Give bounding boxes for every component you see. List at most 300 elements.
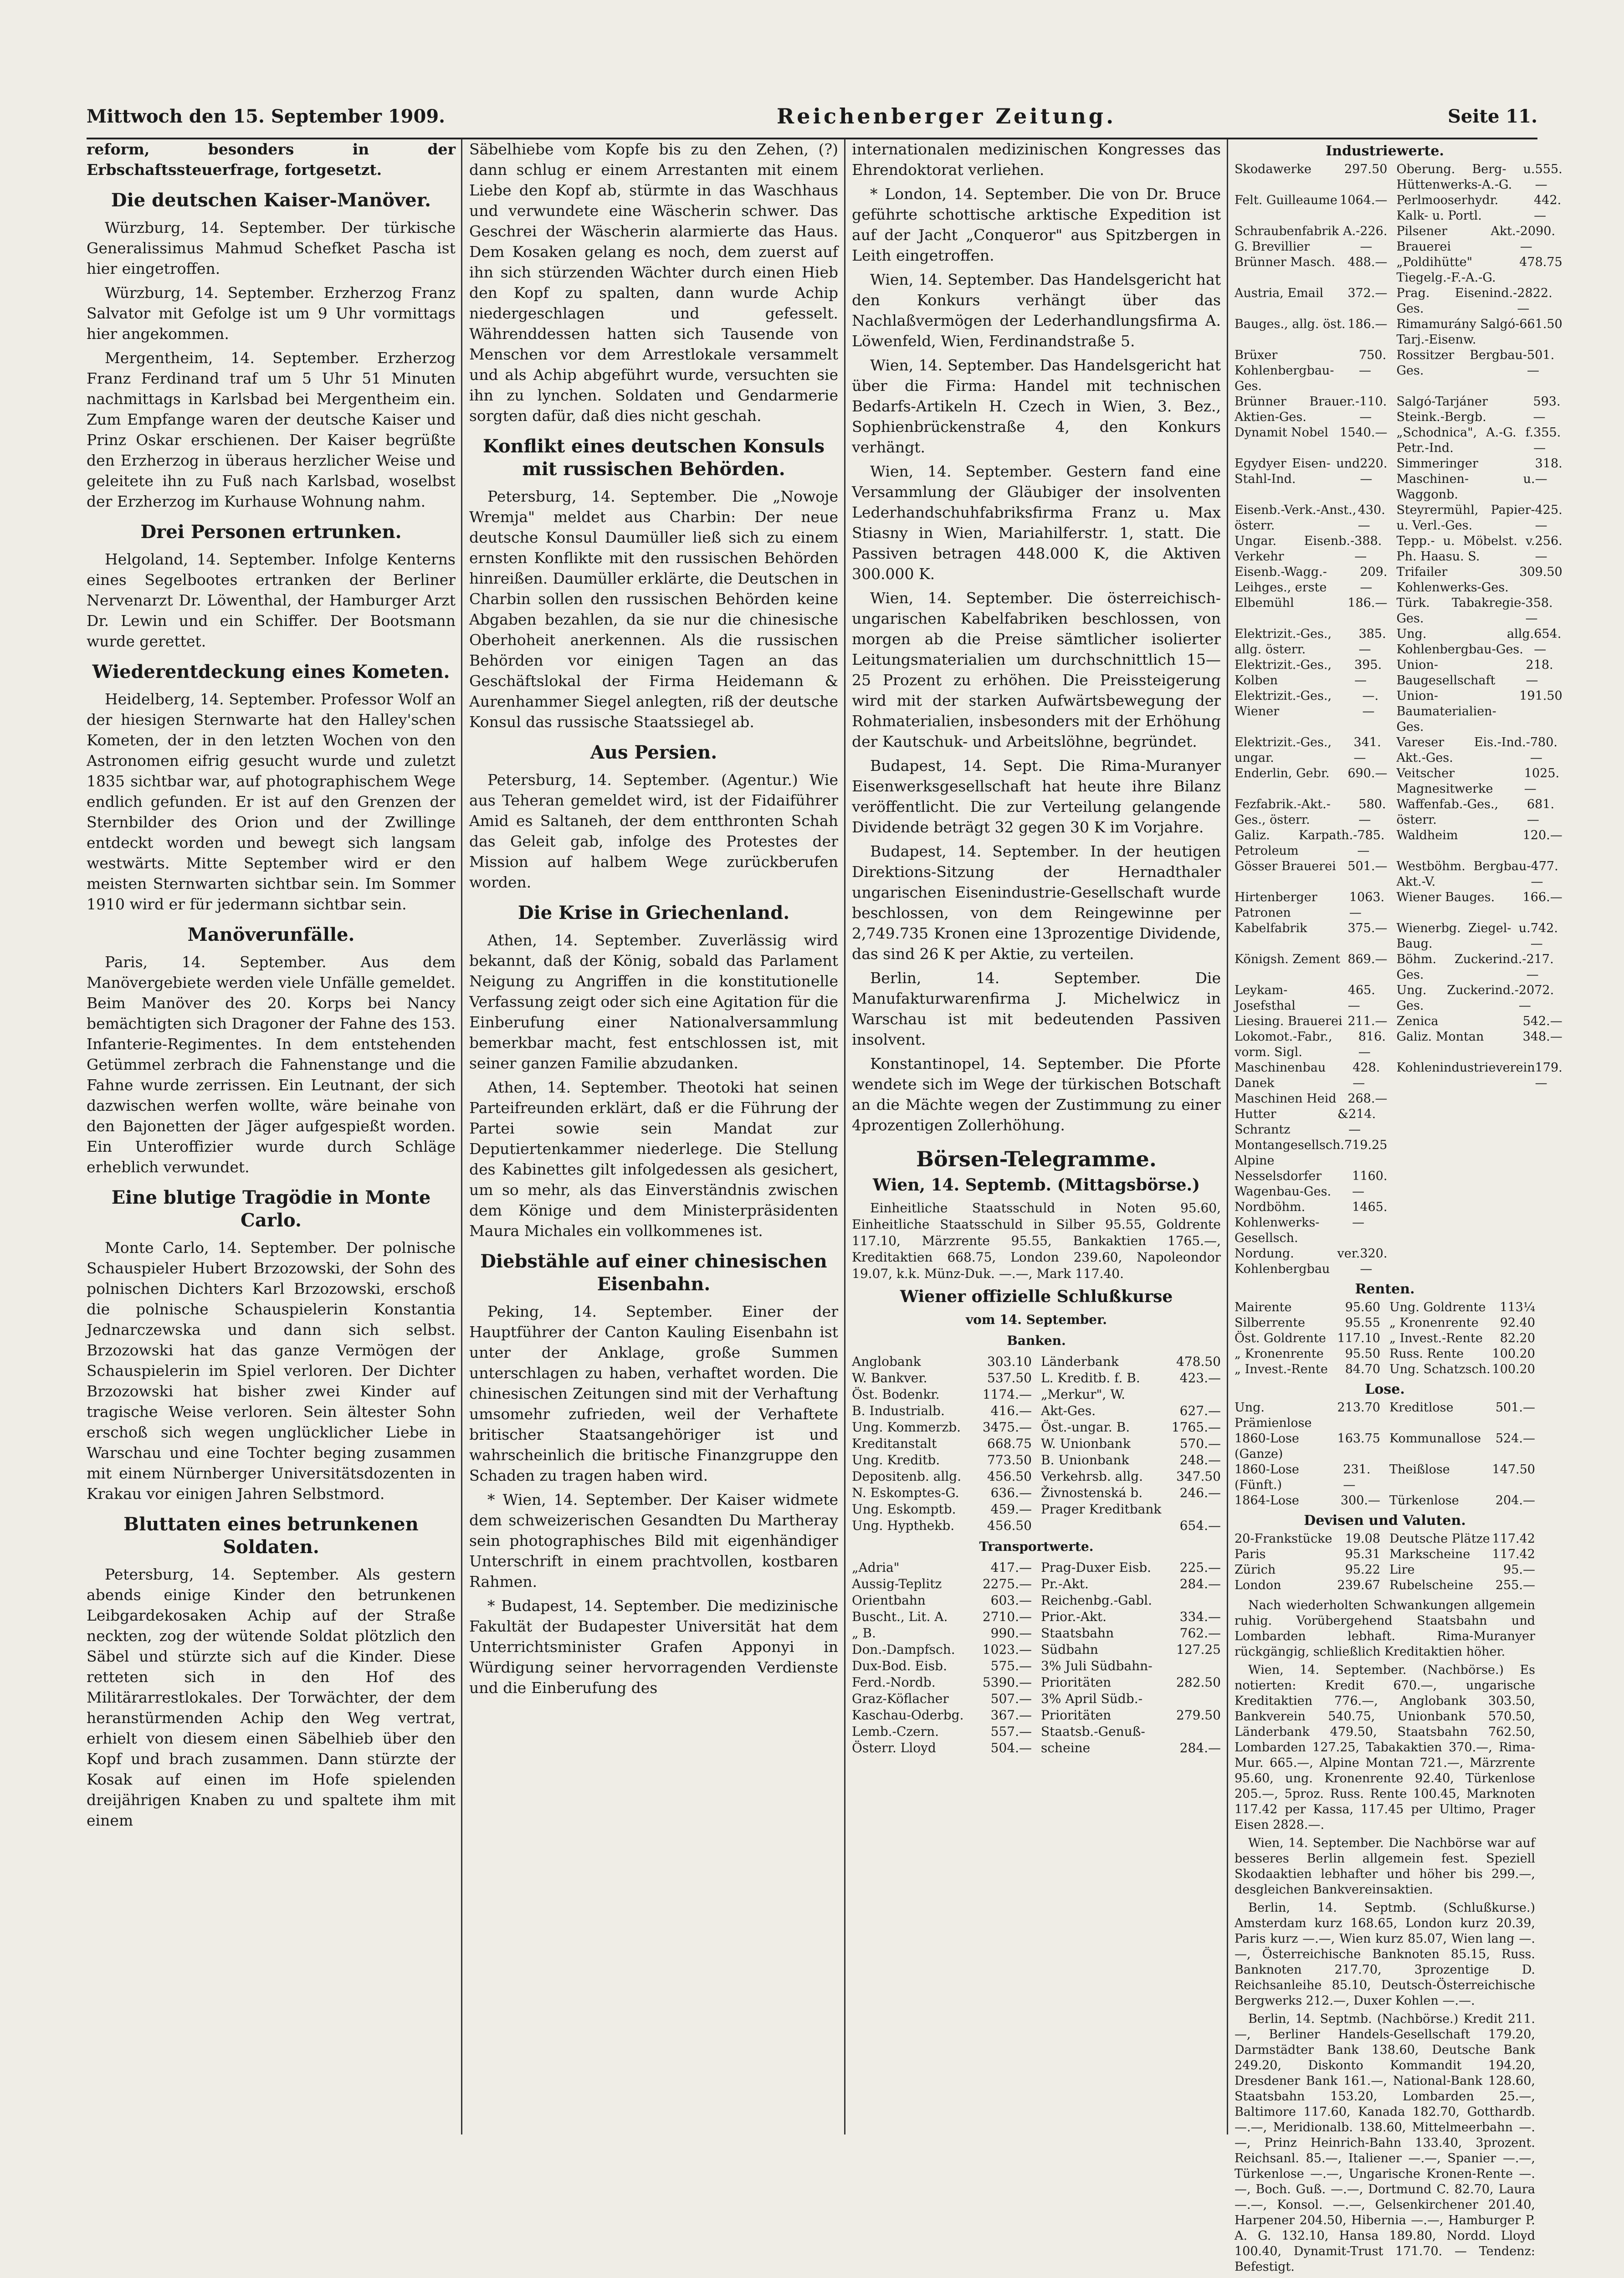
quote-name: Hutter & Schrantz	[1235, 1107, 1349, 1137]
quote-name: Böhm. Zuckerind.-Ges.	[1396, 952, 1527, 982]
quote-value: 388.—	[1354, 534, 1382, 564]
quote-name: „ Invest.-Rente	[1389, 1331, 1483, 1345]
quote-value: 1023.—	[982, 1642, 1032, 1657]
quote-name: W. Unionbank	[1041, 1436, 1131, 1451]
quote-value: 537.50	[987, 1370, 1032, 1385]
article-paragraph: Berlin, 14. September. Die Manufakturwarenfirma J. Michelwicz in Warschau ist mit bedeutenden Passiven insolvent.	[852, 969, 1221, 1048]
quote-entry	[1235, 983, 1387, 1014]
quote-value: 347.50	[1176, 1469, 1221, 1484]
quote-name: Fezfabrik.-Akt.-Ges., österr.	[1235, 797, 1331, 827]
quote-name: Maschinenbau Danek	[1235, 1061, 1326, 1090]
quote-entry	[1235, 921, 1387, 952]
quote-entry	[1041, 1674, 1221, 1691]
quote-name: Prioritäten	[1041, 1708, 1112, 1723]
quote-value: 166.—	[1522, 890, 1563, 904]
quote-value: 95.22	[1345, 1563, 1380, 1577]
official-rates-date: vom 14. September.	[965, 1312, 1107, 1327]
quote-name: Südbahn	[1041, 1642, 1098, 1657]
quote-name: Egydyer Eisen- und Stahl-Ind.	[1235, 457, 1360, 486]
quote-name: Bauges., allg. öst.	[1235, 317, 1346, 331]
quote-name: Mairente	[1235, 1300, 1292, 1314]
article-paragraph: * Budapest, 14. September. Die medizinische Fakultät der Budapester Universität hat dem Unterrichtsminister Grafen Apponyi in Würdigung seiner hervorragenden Verdienste und die Einberufung des	[469, 1597, 838, 1697]
quote-value: 358.—	[1525, 596, 1553, 626]
quote-value: 442.—	[1534, 193, 1562, 223]
quote-entry	[852, 1674, 1032, 1691]
quote-entry	[1396, 255, 1562, 286]
quote-entry	[1396, 1246, 1562, 1277]
quote-name: Länderbank	[1041, 1354, 1119, 1369]
article-paragraph: Heidelberg, 14. September. Professor Wolf an der hiesigen Sternwarte hat den Halley'schen Kometen, der in den letzten Wochen von den Astronomen eifrig gesucht wurde und zuletzt 1835 sichtbar war, auf photographischem Wege endlich gefunden. Er ist auf den Grenzen der Sternbilder des Orion und der Zwillinge entdeckt worden und bewegt sich langsam westwärts. Mitte September wird er den meisten Sternwarten sichtbar sein. Im Sommer 1910 wird er für jedermann sichtbar sein.	[87, 690, 456, 913]
quote-value: 95.55	[1345, 1316, 1380, 1330]
quote-name: Lire	[1389, 1563, 1415, 1577]
quote-value: 501.—	[1495, 1401, 1535, 1415]
quote-value: 84.70	[1345, 1362, 1380, 1376]
quote-entry	[852, 1707, 1032, 1724]
quote-name: Elektrizit.-Ges., ungar.	[1235, 735, 1332, 765]
headline: Manöverunfälle.	[187, 924, 355, 945]
quote-value: 2822.—	[1517, 286, 1552, 316]
quote-name: Perlmooserhydr. Kalk- u. Portl.	[1396, 193, 1499, 223]
quote-name: Maschinen Heid	[1235, 1092, 1337, 1106]
quote-name: Salgó-Tarjáner Steink.-Bergb.	[1396, 395, 1488, 424]
quote-value: 2072.—	[1518, 983, 1554, 1013]
quote-name: Kommunallose	[1389, 1431, 1481, 1446]
table-title: Renten.	[1355, 1281, 1415, 1297]
quote-entry	[1041, 1707, 1221, 1724]
quote-entry	[1396, 317, 1562, 348]
quote-entry	[1041, 1592, 1221, 1609]
article-paragraph: internationalen medizinischen Kongresses das Ehrendoktorat verliehen.	[852, 140, 1221, 179]
article-paragraph: Wien, 14. September. Gestern fand eine Versammlung der Gläubiger der insolventen Lederhandschuhfabriksfirma Franz u. Max Stiasny in Wien, Mariahilferstr. 1, statt. Die Passiven betragen 448.000 K, die Aktiven 300.000 K.	[852, 462, 1221, 583]
quote-name: Anglobank	[852, 1354, 921, 1369]
quote-value: 268.—	[1347, 1092, 1388, 1106]
quote-name: Tepp.- u. Möbelst. v. Ph. Haasu. S.	[1396, 534, 1535, 564]
quote-value: 1540.—	[1340, 426, 1388, 440]
quote-entry	[1235, 1107, 1387, 1138]
quote-entry	[1389, 1315, 1535, 1331]
quote-name: Türk. Tabakregie-Ges.	[1396, 596, 1526, 626]
quote-entry	[1389, 1331, 1535, 1346]
quote-entry	[1041, 1609, 1221, 1625]
quote-name: Schraubenfabrik A.-G. Brevillier	[1235, 224, 1360, 254]
quote-value: 773.50	[987, 1452, 1032, 1467]
quote-value: 542.—	[1522, 1014, 1563, 1028]
quote-entry	[852, 1724, 1032, 1740]
quote-value: 1465.—	[1352, 1200, 1388, 1230]
quote-name: Rossitzer Bergbau-Ges.	[1396, 348, 1527, 378]
quote-entry	[1041, 1436, 1221, 1452]
quote-name: Steyrermühl, Papier- u. Verl.-Ges.	[1396, 503, 1535, 533]
quote-name: Simmeringer Maschinen- u. Waggonb.	[1396, 457, 1535, 502]
quote-value: 2275.—	[982, 1576, 1032, 1591]
quote-entry	[852, 1354, 1032, 1370]
quote-name: „ Kronenrente	[1389, 1316, 1479, 1330]
quote-entry	[1396, 952, 1562, 983]
quote-name: Paris	[1235, 1547, 1266, 1561]
quote-entry	[852, 1576, 1032, 1592]
quote-entry	[1235, 1331, 1380, 1346]
quote-name: Kaschau-Oderbg.	[852, 1708, 964, 1723]
quote-value: 575.—	[990, 1658, 1032, 1673]
quote-name: 3% Juli Südbahn-	[1041, 1658, 1153, 1673]
quote-entry	[1235, 1246, 1387, 1277]
quote-value: 2710.—	[982, 1609, 1032, 1624]
quote-value: 255.—	[1495, 1578, 1535, 1592]
quote-value: 465.—	[1347, 983, 1375, 1013]
quote-name: Kabelfabrik	[1235, 921, 1307, 935]
quote-name: Ung. allg. Kohlenbergbau-Ges.	[1396, 627, 1534, 657]
quote-value: 2090.—	[1520, 224, 1556, 254]
quote-value: 300.—	[1340, 1493, 1380, 1508]
article-paragraph: Würzburg, 14. September. Der türkische Generalissimus Mahmud Schefket Pascha ist hier eingetroffen.	[87, 219, 456, 277]
quote-value: 1064.—	[1340, 193, 1388, 207]
quote-value: 3475.—	[982, 1420, 1032, 1435]
quote-entry	[1396, 1091, 1562, 1107]
quote-name: Staatsb.-Genuß-	[1041, 1724, 1145, 1739]
quote-name: Königsh. Zement	[1235, 952, 1340, 966]
quote-value: 636.—	[990, 1485, 1032, 1500]
quote-name: Oberung. Berg- u. Hüttenwerks-A.-G.	[1396, 162, 1535, 192]
quote-entry	[1235, 1200, 1387, 1246]
quote-name: Silberrente	[1235, 1316, 1306, 1330]
quote-entry	[1235, 394, 1387, 425]
quote-entry	[1235, 224, 1387, 255]
quote-value: 318.—	[1535, 457, 1563, 486]
quote-value: 117.10	[1337, 1331, 1380, 1345]
quote-entry	[1389, 1578, 1535, 1593]
quote-entry	[852, 1403, 1032, 1419]
quote-entry	[1041, 1354, 1221, 1370]
quote-entry	[1235, 952, 1387, 983]
quote-value: 127.25	[1176, 1642, 1221, 1657]
quote-entry	[1235, 348, 1387, 394]
quote-entry	[1235, 1531, 1380, 1547]
quote-entry	[1041, 1501, 1221, 1518]
quote-value: 186.—	[1347, 596, 1388, 610]
quote-name: Trifailer Kohlenwerks-Ges.	[1396, 565, 1509, 595]
quote-name: Zenica	[1396, 1014, 1439, 1028]
quote-name: Ferd.-Nordb.	[852, 1675, 936, 1690]
lead-text: reform, besonders in der Erbschaftssteuerfrage, fortgesetzt.	[87, 140, 456, 179]
quote-value: 217.—	[1526, 952, 1554, 982]
quote-value: 284.—	[1179, 1740, 1221, 1755]
quote-entry	[1041, 1419, 1221, 1436]
quote-entry	[1396, 657, 1562, 688]
quote-entry	[1396, 890, 1562, 921]
quote-name: Österr. Lloyd	[852, 1740, 936, 1755]
market-paragraph: Berlin, 14. Septmb. (Schlußkurse.) Amsterdam kurz 168.65, London kurz 20.39, Paris kurz —.—, Wien kurz 85.07, Wien lang —.—, Österreichische Banknoten 85.15, Russ. Banknoten 217.70, 3prozentige D. Reichsanleihe 85.10, Deutsch-Österreichische Bergwerks 212.—, Duxer Kohlen —.—.	[1235, 1901, 1535, 2008]
column-2	[469, 139, 838, 2134]
market-paragraph: Wien, 14. September. (Nachbörse.) Es notierten: Kredit 670.—, ungarische Kreditaktien 776.—, Anglobank 303.50, Bankverein 540.75, Unionbank 570.50, Länderbank 479.50, Staatsbahn 762.50, Lombarden 127.25, Tabakaktien 370.—, Rima-Mur. 665.—, Alpine Montan 721.—, Märzrente 95.60, ung. Kronenrente 92.40, Türkenlose 205.—, 5proz. Russ. Rente 100.45, Marknoten 117.42 per Kassa, 117.45 per Ultimo, Prager Eisen 2828.—.	[1235, 1663, 1535, 1832]
quote-name: Ung. Kreditb.	[852, 1452, 940, 1467]
quote-value: 220.—	[1360, 457, 1388, 486]
quote-value: 348.—	[1522, 1030, 1563, 1044]
quote-name: Union-Baugesellschaft	[1396, 658, 1496, 688]
quote-entry	[852, 1501, 1032, 1518]
quote-name: Ung. Schatzsch.	[1389, 1362, 1491, 1376]
quote-name: Verkehrsb. allg.	[1041, 1469, 1143, 1484]
quote-value: 742.—	[1530, 921, 1558, 951]
quote-value: 456.50	[987, 1469, 1032, 1484]
quote-value: 120.—	[1522, 828, 1563, 842]
article-paragraph: Würzburg, 14. September. Erzherzog Franz Salvator mit Gefolge ist um 9 Uhr vormittags hier angekommen.	[87, 284, 456, 343]
column-rule	[461, 139, 462, 2134]
quote-name: Vareser Eis.-Ind.-Akt.-Ges.	[1396, 735, 1530, 765]
quote-entry	[1396, 735, 1562, 766]
quote-entry	[1041, 1403, 1221, 1419]
article-paragraph: Paris, 14. September. Aus dem Manövergebiete werden viele Unfälle gemeldet. Beim Manöver des 20. Korps bei Nancy bemächtigten sich Dragoner der Fahne des 153. Infanterie-Regimentes. In dem entstehenden Getümmel zerbrach die Fahnenstange und die Fahne wurde zerrissen. Ein Leutnant, der sich dazwischen werfen wollte, wäre beinahe von den Bajonetten der Jäger aufgespießt worden. Ein Unteroffizier wurde durch Schläge erheblich verwundet.	[87, 953, 456, 1176]
quote-value: 110.—	[1359, 395, 1387, 424]
article-paragraph: Budapest, 14. September. In der heutigen Direktions-Sitzung der Hernadthaler ungarischen Eisenindustrie-Gesellschaft wurde beschlossen, von dem Reingewinne per 2,749.735 Kronen eine 13prozentige Dividende, das sind 26 K per Aktie, zu verteilen.	[852, 842, 1221, 963]
quote-value: 555.—	[1535, 162, 1563, 192]
quote-entry	[1235, 1578, 1380, 1593]
quote-entry	[1235, 286, 1387, 317]
column-rule	[844, 139, 845, 2134]
column-3	[852, 139, 1221, 2134]
quote-name: Ung. Zuckerind.-Ges.	[1396, 983, 1519, 1013]
newspaper-page	[68, 82, 1563, 2274]
quote-value: 478.75	[1519, 255, 1563, 269]
quote-entry	[1041, 1740, 1221, 1756]
quote-value: 334.—	[1179, 1609, 1221, 1624]
quote-value: 459.—	[990, 1502, 1032, 1517]
quote-name: Pilsener Akt.-Brauerei	[1396, 224, 1520, 254]
headline: Bluttaten eines betrunkenen Soldaten.	[123, 1514, 419, 1558]
quote-name: 1860-Lose (Ganze)	[1235, 1431, 1299, 1461]
article-paragraph: Mergentheim, 14. September. Erzherzog Franz Ferdinand traf um 5 Uhr 51 Minuten nachmittags in Karlsbad bei Mergentheim ein. Zum Empfange waren der deutsche Kaiser und Prinz Oskar erschienen. Der Kaiser begrüßte den Erzherzog in überaus herzlicher Weise und geleitete ihn zu Fuß nach Karlsbad, woselbst der Erzherzog im Kurhause Wohnung nahm.	[87, 349, 456, 510]
quote-entry	[1041, 1724, 1221, 1740]
quote-value: 226.—	[1360, 224, 1388, 254]
quote-entry	[1235, 626, 1387, 657]
quote-entry	[1389, 1346, 1535, 1362]
quote-entry	[1396, 626, 1562, 657]
quote-entry	[1235, 859, 1387, 890]
quote-entry	[852, 1560, 1032, 1576]
quote-entry	[852, 1609, 1032, 1625]
quote-value: 100.20	[1492, 1362, 1535, 1376]
quote-value: 367.—	[990, 1708, 1032, 1723]
quote-name: Zürich	[1235, 1563, 1276, 1577]
quote-name: Dynamit Nobel	[1235, 426, 1328, 440]
quote-value: 218.—	[1526, 658, 1553, 688]
quote-entry	[1235, 735, 1387, 766]
quote-entry	[1041, 1370, 1221, 1386]
quote-entry	[1389, 1362, 1535, 1377]
quote-entry	[1396, 688, 1562, 735]
quote-name: Elektrizit.-Ges., Kolben	[1235, 658, 1332, 688]
quote-name: Ung. Hypthekb.	[852, 1518, 955, 1533]
quote-entry	[1235, 193, 1387, 224]
quote-name: Elbemühl	[1235, 596, 1294, 610]
quote-name: Lokomot.-Fabr., vorm. Sigl.	[1235, 1030, 1332, 1059]
quote-entry	[1396, 797, 1562, 828]
quote-entry	[1396, 1169, 1562, 1200]
quote-value: 501.—	[1347, 859, 1388, 873]
quote-name: Rubelscheine	[1389, 1578, 1473, 1592]
quote-entry	[1235, 766, 1387, 797]
quote-entry	[1235, 657, 1387, 688]
quote-name: Austria, Email	[1235, 286, 1324, 300]
quote-name: B. Industrialb.	[852, 1403, 945, 1418]
quote-entry	[852, 1452, 1032, 1468]
quote-value: 719.25	[1344, 1138, 1388, 1152]
quote-name: Liesing. Brauerei	[1235, 1014, 1342, 1028]
quote-value: 117.42	[1492, 1532, 1535, 1546]
quote-entry	[1235, 1014, 1387, 1029]
quote-value: 239.67	[1337, 1578, 1380, 1592]
quote-entry	[1389, 1400, 1535, 1431]
quote-value: 1063.—	[1349, 890, 1385, 920]
quote-entry	[1389, 1547, 1535, 1562]
quote-entry	[1235, 1462, 1380, 1493]
quote-value: 186.—	[1347, 317, 1388, 331]
table-title: Transportwerte.	[979, 1539, 1094, 1554]
market-paragraph: Nach wiederholten Schwankungen allgemein ruhig. Vorübergehend Staatsbahn und Lombarden lebhaft. Rima-Muranyer rückgängig, schließlich Kreditaktien höher.	[1235, 1598, 1535, 1659]
article-paragraph: Peking, 14. September. Einer der Hauptführer der Canton Kauling Eisenbahn ist unter der Anklage, große Summen unterschlagen zu haben, verhaftet worden. Die chinesischen Zeitungen sind mit der Verhaftung umsomehr zufrieden, weil der Verhaftete britischer Staatsangehöriger ist und wahrscheinlich die britische Finanzgruppe den Schaden zu tragen haben wird.	[469, 1303, 838, 1484]
quote-value: 92.40	[1500, 1316, 1535, 1330]
quote-value: 320.—	[1360, 1247, 1388, 1276]
quote-entry	[1396, 162, 1562, 193]
quote-value: 990.—	[990, 1626, 1032, 1641]
quote-entry	[852, 1386, 1032, 1403]
quote-value: 627.—	[1179, 1403, 1221, 1418]
quote-entry	[1235, 503, 1387, 534]
quote-entry	[852, 1468, 1032, 1485]
quote-value: 95.31	[1345, 1547, 1380, 1561]
quote-value: 869.—	[1347, 952, 1388, 966]
quote-name: Ung. Kommerzb.	[852, 1420, 961, 1435]
quote-entry	[1235, 1547, 1380, 1562]
quote-value: 428.—	[1352, 1061, 1380, 1090]
quote-name: 1864-Lose	[1235, 1493, 1299, 1508]
quote-entry	[1235, 1315, 1380, 1331]
quote-entry	[1389, 1462, 1535, 1493]
quote-name: Leykam-Josefsthal	[1235, 983, 1296, 1013]
quote-entry	[1389, 1300, 1535, 1315]
headline: Drei Personen ertrunken.	[140, 521, 402, 543]
quote-entry	[1235, 1169, 1387, 1200]
market-text: Einheitliche Staatsschuld in Noten 95.60, Einheitliche Staatsschuld in Silber 95.55, Goldrente 117.10, Märzrente 95.55, Bankaktien 1765.—, Kreditaktien 668.75, London 239.60, Napoleondor 19.07, k.k. Münz-Duk. —.—, Mark 117.40.	[852, 1201, 1221, 1281]
quote-name: Westböhm. Bergbau-Akt.-V.	[1396, 859, 1531, 889]
quote-name: Brünner Masch.	[1235, 255, 1336, 269]
quote-entry	[1041, 1642, 1221, 1658]
newspaper-title: Reichenberger Zeitung.	[776, 104, 1117, 128]
table-title: Lose.	[1365, 1381, 1405, 1397]
quote-entry	[1041, 1625, 1221, 1642]
quote-entry	[1396, 224, 1562, 255]
quote-value: 375.—	[1347, 921, 1388, 935]
quote-value: 477.—	[1531, 859, 1558, 889]
quote-name: Reichenbg.-Gabl.	[1041, 1593, 1152, 1608]
article-paragraph: Petersburg, 14. September. (Agentur.) Wie aus Teheran gemeldet wird, ist der Fidaiführer Amid es Saltaneh, der dem entthronten Schah das Geleit gab, infolge des Protestes der Mission auf halbem Wege zurückberufen worden.	[469, 771, 838, 891]
quote-entry	[852, 1658, 1032, 1674]
quote-value: 785.—	[1357, 828, 1385, 858]
article-paragraph: Petersburg, 14. September. Als gestern abends einige Kinder den betrunkenen Leibgardekosaken Achip auf der Straße neckten, zog der wütende Soldat plötzlich den Säbel und stürzte sich auf die Kinder. Diese retteten sich in den Hof des Militärarrestlokales. Der Torwächter, der dem heranstürmenden Achip den Weg vertrat, erhielt von diesem einen Säbelhieb über den Kopf und brach zusammen. Dann stürzte der Kosak auf einen im Hofe spielenden dreijährigen Knaben zu und spaltete ihm mit einem	[87, 1565, 456, 1829]
quote-name: Nordböhm. Kohlenwerks-Gesellsch.	[1235, 1200, 1320, 1245]
headline: Die Krise in Griechenland.	[517, 902, 790, 924]
quote-entry	[1041, 1386, 1221, 1403]
quote-entry	[1235, 595, 1387, 626]
quote-value: 82.20	[1500, 1331, 1535, 1345]
quote-entry	[852, 1625, 1032, 1642]
quote-entry	[1235, 828, 1387, 859]
quote-value: 19.08	[1345, 1532, 1380, 1546]
quote-value: 5390.—	[982, 1675, 1032, 1690]
column-1	[87, 139, 456, 2134]
quote-name: Öst. Goldrente	[1235, 1331, 1326, 1345]
quote-entry	[1396, 1060, 1562, 1091]
quote-name: „Adria"	[852, 1560, 900, 1575]
quote-value: 284.—	[1179, 1576, 1221, 1591]
headline: Eine blutige Tragödie in Monte Carlo.	[111, 1187, 431, 1231]
quote-entry	[1396, 286, 1562, 317]
quote-value: 507.—	[990, 1691, 1032, 1706]
quote-value: 504.—	[990, 1740, 1032, 1755]
article-paragraph: * London, 14. September. Die von Dr. Bruce geführte schottische arktische Expedition ist auf der Jacht „Conqueror" aus Spitzbergen in Leith eingetroffen.	[852, 185, 1221, 264]
quote-name: Eisenb.-Wagg.-Leihges., erste	[1235, 565, 1327, 595]
quote-entry	[1235, 162, 1387, 193]
quote-value: 213.70	[1337, 1401, 1380, 1415]
quote-value: 395.—	[1354, 658, 1382, 688]
table-title: Banken.	[1007, 1333, 1066, 1348]
quote-name: Graz-Köflacher	[852, 1691, 949, 1706]
quote-name: Wienerbg. Ziegel- u. Baug.	[1396, 921, 1531, 951]
quote-value: 456.50	[987, 1518, 1032, 1533]
table-title: Devisen und Valuten.	[1304, 1513, 1466, 1529]
quote-value: 209.—	[1360, 565, 1388, 595]
column-4	[1235, 139, 1563, 2274]
page-number: Seite 11.	[1448, 105, 1537, 127]
quote-name: N. Eskomptes-G.	[852, 1485, 959, 1500]
quote-entry	[1235, 1562, 1380, 1578]
quote-name: 20-Frankstücke	[1235, 1532, 1332, 1546]
quote-value: 117.42	[1492, 1547, 1535, 1561]
quote-name: Dux-Bod. Eisb.	[852, 1658, 947, 1673]
quote-value: 179.—	[1535, 1061, 1563, 1090]
quote-name: Ung. Eskomptb.	[852, 1502, 956, 1517]
quote-name: Enderlin, Gebr.	[1235, 766, 1330, 780]
quote-entry	[1396, 921, 1562, 952]
quote-entry	[1041, 1485, 1221, 1501]
quote-entry	[1396, 1107, 1562, 1138]
quote-name: Depositenb. allg.	[852, 1469, 962, 1484]
quote-entry	[1396, 534, 1562, 564]
quote-name: „ Invest.-Rente	[1235, 1362, 1328, 1376]
quote-entry	[1235, 1362, 1380, 1377]
headline: Diebstähle auf einer chinesischen Eisenbahn.	[480, 1251, 827, 1295]
quote-value: 501.—	[1527, 348, 1555, 378]
quote-value: 654.—	[1179, 1518, 1221, 1533]
quote-value: 211.—	[1347, 1014, 1388, 1028]
market-report	[1235, 1598, 1535, 2278]
quote-entry	[1235, 1300, 1380, 1315]
quote-value: 430.—	[1358, 503, 1385, 533]
quote-name: „ Kronenrente	[1235, 1347, 1324, 1361]
quote-name: Union-Baumaterialien-Ges.	[1396, 689, 1496, 734]
article-paragraph: Säbelhiebe vom Kopfe bis zu den Zehen, (?) dann schlug er einem Arrestanten mit einem Liebe den Kopf ab, stürmte in das Waschhaus und verwundete eine Wäscherin schwer. Das Geschrei der Wäscherin alarmierte das Haus. Dem Kosaken gelang es noch, dem zuerst auf ihn sich stürzenden Wächter durch einen Hieb den Kopf zu spalten, dann wurde Achip niedergeschlagen und gefesselt. Währenddessen hatten sich Tausende von Menschen vor dem Arrestlokale versammelt und als Achip abgeführt wurde, versuchten sie ihn zu lynchen. Soldaten und Gendarmerie sorgten dafür, daß dies nicht geschah.	[469, 140, 838, 425]
quote-value: 246.—	[1179, 1485, 1221, 1500]
article-paragraph: Wien, 14. September. Das Handelsgericht hat über die Firma: Handel mit technischen Bedarfs-Artikeln H. Czech in Wien, 3. Bez., Sophienbrückenstraße 4, den Konkurs verhängt.	[852, 356, 1221, 456]
quote-value: 681.—	[1527, 797, 1555, 827]
quote-name: Prag. Eisenind.-Ges.	[1396, 286, 1517, 316]
quote-value: 147.50	[1492, 1462, 1535, 1477]
quote-name: L. Kreditb. f. B.	[1041, 1370, 1140, 1385]
quote-value: 231.—	[1343, 1462, 1371, 1492]
quote-value: 372.—	[1347, 286, 1388, 300]
quote-name: Elektrizit.-Ges., allg. österr.	[1235, 627, 1332, 657]
quote-entry	[1389, 1431, 1535, 1462]
quote-entry	[1041, 1576, 1221, 1592]
